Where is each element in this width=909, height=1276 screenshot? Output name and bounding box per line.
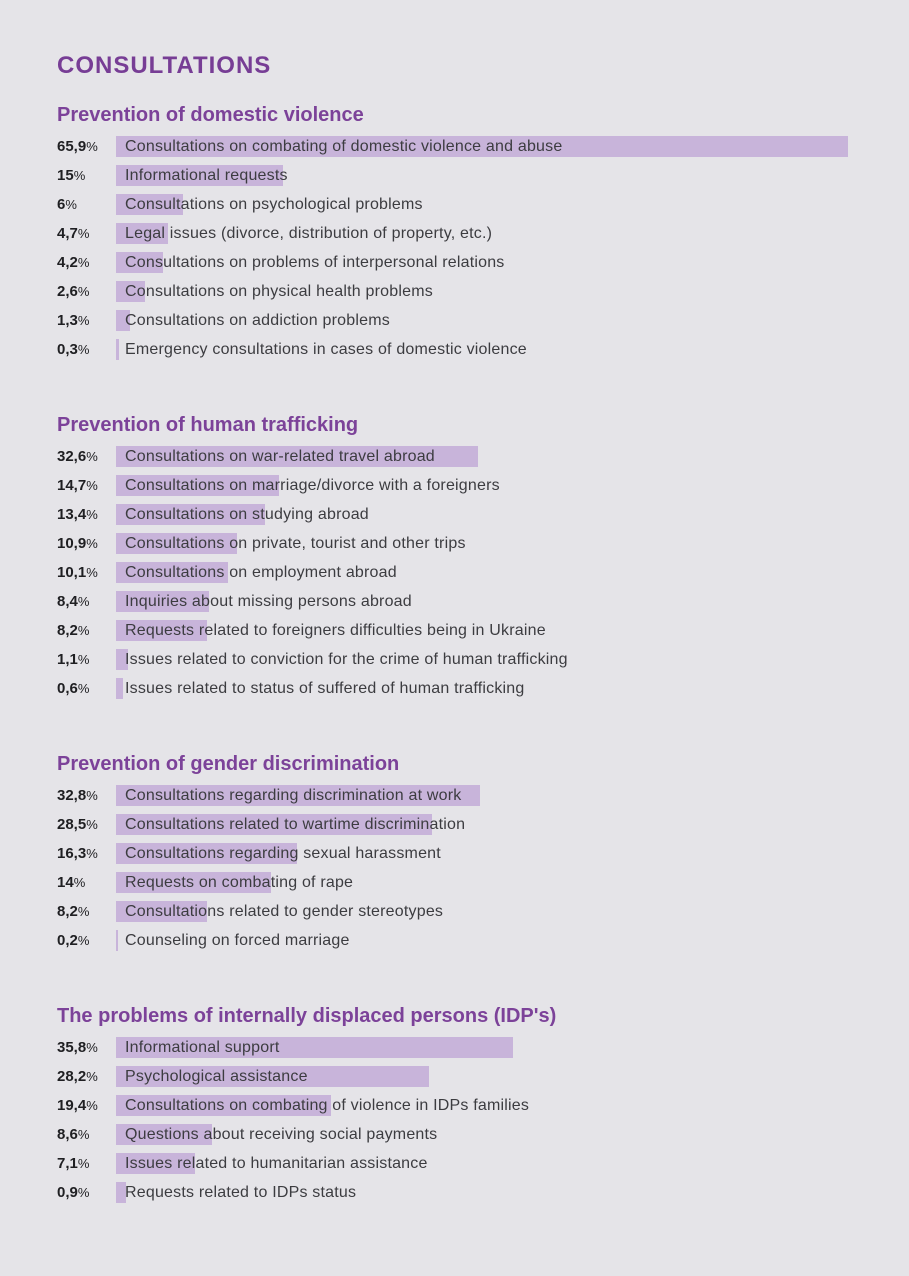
row-label: Consultations on employment abroad (125, 563, 397, 581)
row-value (57, 1184, 116, 1201)
row-label: Consultations on psychological problems (125, 195, 423, 213)
section-rows (57, 785, 909, 951)
row-bar-area (116, 814, 909, 835)
chart-row (57, 533, 909, 554)
section-title: Prevention of gender discrimination (57, 753, 400, 775)
row-label: Informational support (125, 1038, 280, 1056)
row-value (57, 1068, 116, 1085)
row-value (57, 506, 116, 523)
chart-section (57, 753, 909, 951)
row-value-percent-sign: % (86, 1040, 98, 1055)
row-value (57, 622, 116, 639)
row-value-number: 19,4 (57, 1097, 87, 1114)
row-bar-area (116, 504, 909, 525)
row-bar-area (116, 446, 909, 467)
row-value-percent-sign: % (86, 507, 98, 522)
row-value-number: 1,1 (57, 651, 78, 668)
row-value-number: 32,8 (57, 787, 87, 804)
row-label: Requests related to IDPs status (125, 1183, 357, 1201)
row-value (57, 312, 116, 329)
page-title: CONSULTATIONS (57, 52, 272, 79)
row-value (57, 1039, 116, 1056)
row-label: Issues related to conviction for the crime of human trafficking (125, 650, 568, 668)
chart-row (57, 785, 909, 806)
row-bar-area (116, 1037, 909, 1058)
row-value-number: 10,1 (57, 564, 87, 581)
chart-row (57, 165, 909, 186)
row-value (57, 593, 116, 610)
row-value-percent-sign: % (73, 168, 86, 183)
row-bar-area (116, 339, 909, 360)
chart-row (57, 930, 909, 951)
row-value-number: 0,2 (57, 932, 78, 949)
row-bar-area (116, 281, 909, 302)
row-value (57, 477, 116, 494)
row-label: Consultations related to wartime discrimination (125, 815, 466, 833)
row-label: Inquiries about missing persons abroad (125, 592, 412, 610)
row-label: Consultations on combating of domestic violence and abuse (125, 137, 563, 155)
row-bar-area (116, 562, 909, 583)
row-label: Questions about receiving social payments (125, 1125, 438, 1143)
row-value-number: 35,8 (57, 1039, 87, 1056)
chart-section (57, 104, 909, 360)
row-bar-area (116, 1153, 909, 1174)
row-label: Consultations on problems of interpersonal relations (125, 253, 505, 271)
section-title: The problems of internally displaced persons (IDP's) (57, 1005, 557, 1027)
row-value-percent-sign: % (86, 139, 98, 154)
row-value-percent-sign: % (86, 1098, 98, 1113)
row-label: Consultations on combating of violence in IDPs families (125, 1096, 530, 1114)
row-bar (116, 930, 118, 951)
row-value-percent-sign: % (86, 1069, 98, 1084)
row-value-number: 14 (57, 874, 74, 891)
section-title: Prevention of domestic violence (57, 104, 364, 126)
row-value-number: 6 (57, 196, 66, 213)
row-bar-area (116, 475, 909, 496)
row-label: Consultations on marriage/divorce with a foreigners (125, 476, 500, 494)
row-bar-area (116, 533, 909, 554)
row-label: Legal issues (divorce, distribution of property, etc.) (125, 224, 493, 242)
chart-section (57, 1005, 909, 1203)
row-label: Consultations on war-related travel abroad (125, 447, 435, 465)
chart-row (57, 843, 909, 864)
row-value (57, 1097, 116, 1114)
row-value-number: 4,2 (57, 254, 78, 271)
row-value-number: 1,3 (57, 312, 78, 329)
chart-row (57, 339, 909, 360)
row-value (57, 1155, 116, 1172)
row-value-percent-sign: % (77, 1156, 90, 1171)
row-value (57, 845, 116, 862)
section-rows (57, 136, 909, 360)
row-value (57, 564, 116, 581)
row-bar-area (116, 1124, 909, 1145)
row-value (57, 225, 116, 242)
row-label: Requests on combating of rape (125, 873, 354, 891)
row-bar-area (116, 901, 909, 922)
row-label: Consultations regarding sexual harassment (125, 844, 441, 862)
chart-row (57, 475, 909, 496)
row-value (57, 1126, 116, 1143)
chart-section (57, 414, 909, 699)
row-value-percent-sign: % (77, 313, 90, 328)
row-value (57, 903, 116, 920)
row-bar-area (116, 1095, 909, 1116)
row-bar-area (116, 1182, 909, 1203)
chart-row (57, 1124, 909, 1145)
row-bar-area (116, 1066, 909, 1087)
chart-row (57, 591, 909, 612)
row-value-number: 16,3 (57, 845, 87, 862)
row-label: Emergency consultations in cases of domestic violence (125, 340, 527, 358)
chart-row (57, 446, 909, 467)
row-value-percent-sign: % (86, 449, 98, 464)
chart-row (57, 252, 909, 273)
row-value-number: 7,1 (57, 1155, 78, 1172)
row-value (57, 651, 116, 668)
row-value (57, 254, 116, 271)
row-value (57, 787, 116, 804)
row-bar-area (116, 620, 909, 641)
row-value-number: 4,7 (57, 225, 78, 242)
row-label: Issues related to status of suffered of human trafficking (125, 679, 525, 697)
row-value-number: 2,6 (57, 283, 78, 300)
chart-row (57, 223, 909, 244)
row-value-percent-sign: % (86, 536, 98, 551)
row-bar-area (116, 165, 909, 186)
row-value-percent-sign: % (86, 846, 98, 861)
row-value-percent-sign: % (77, 594, 90, 609)
row-value-percent-sign: % (65, 197, 77, 212)
chart-row (57, 562, 909, 583)
row-value (57, 535, 116, 552)
row-label: Counseling on forced marriage (125, 931, 350, 949)
row-label: Consultations on addiction problems (125, 311, 390, 329)
row-value (57, 341, 116, 358)
row-value-number: 32,6 (57, 448, 87, 465)
row-value-percent-sign: % (77, 226, 90, 241)
row-value-percent-sign: % (77, 623, 90, 638)
section-rows (57, 1037, 909, 1203)
section-title: Prevention of human trafficking (57, 414, 359, 436)
row-bar-area (116, 649, 909, 670)
row-bar (116, 339, 119, 360)
row-label: Consultations on studying abroad (125, 505, 369, 523)
row-value-percent-sign: % (77, 681, 90, 696)
row-value-number: 0,6 (57, 680, 78, 697)
row-value-percent-sign: % (77, 342, 90, 357)
chart-row (57, 814, 909, 835)
row-value-number: 13,4 (57, 506, 87, 523)
row-label: Consultations on physical health problems (125, 282, 433, 300)
row-value (57, 448, 116, 465)
chart-row (57, 136, 909, 157)
row-label: Consultations on private, tourist and other trips (125, 534, 466, 552)
chart-row (57, 281, 909, 302)
row-bar-area (116, 136, 909, 157)
chart-row (57, 1095, 909, 1116)
row-value-percent-sign: % (86, 788, 98, 803)
row-bar-area (116, 252, 909, 273)
row-label: Informational requests (125, 166, 288, 184)
row-value-percent-sign: % (73, 875, 86, 890)
row-bar-area (116, 223, 909, 244)
row-value-percent-sign: % (86, 565, 98, 580)
chart-row (57, 310, 909, 331)
row-value (57, 816, 116, 833)
chart-row (57, 649, 909, 670)
row-value-number: 0,9 (57, 1184, 78, 1201)
row-bar-area (116, 785, 909, 806)
row-value-percent-sign: % (86, 478, 98, 493)
row-value (57, 196, 116, 213)
row-bar-area (116, 591, 909, 612)
row-value-number: 0,3 (57, 341, 78, 358)
row-value-number: 8,4 (57, 593, 78, 610)
row-value (57, 138, 116, 155)
row-label: Consultations regarding discrimination at work (125, 786, 462, 804)
row-value-percent-sign: % (77, 652, 90, 667)
section-rows (57, 446, 909, 699)
row-label: Issues related to humanitarian assistance (125, 1154, 428, 1172)
chart-row (57, 678, 909, 699)
row-value-number: 8,2 (57, 622, 78, 639)
row-value-percent-sign: % (77, 1127, 90, 1142)
row-bar-area (116, 843, 909, 864)
chart-row (57, 901, 909, 922)
row-value-number: 15 (57, 167, 74, 184)
row-bar-area (116, 872, 909, 893)
row-value-number: 8,6 (57, 1126, 78, 1143)
row-value-percent-sign: % (77, 284, 90, 299)
row-label: Consultations related to gender stereotypes (125, 902, 444, 920)
row-value-percent-sign: % (77, 933, 90, 948)
row-value-percent-sign: % (77, 904, 90, 919)
row-bar-area (116, 678, 909, 699)
chart-row (57, 620, 909, 641)
chart-row (57, 1066, 909, 1087)
row-value-number: 28,5 (57, 816, 87, 833)
row-value (57, 167, 116, 184)
row-label: Psychological assistance (125, 1067, 308, 1085)
row-value-number: 10,9 (57, 535, 87, 552)
row-value-number: 8,2 (57, 903, 78, 920)
chart-row (57, 1037, 909, 1058)
row-value-percent-sign: % (77, 255, 90, 270)
row-bar-area (116, 310, 909, 331)
row-bar (116, 678, 123, 699)
row-value-number: 14,7 (57, 477, 87, 494)
row-value (57, 283, 116, 300)
row-value (57, 874, 116, 891)
row-label: Requests related to foreigners difficulties being in Ukraine (125, 621, 546, 639)
chart-row (57, 1153, 909, 1174)
row-value-number: 28,2 (57, 1068, 87, 1085)
chart-row (57, 1182, 909, 1203)
chart-row (57, 504, 909, 525)
chart-row (57, 872, 909, 893)
row-bar-area (116, 194, 909, 215)
chart-row (57, 194, 909, 215)
row-value-percent-sign: % (77, 1185, 90, 1200)
row-value-number: 65,9 (57, 138, 87, 155)
row-value-percent-sign: % (86, 817, 98, 832)
row-value (57, 932, 116, 949)
row-value (57, 680, 116, 697)
row-bar-area (116, 930, 909, 951)
